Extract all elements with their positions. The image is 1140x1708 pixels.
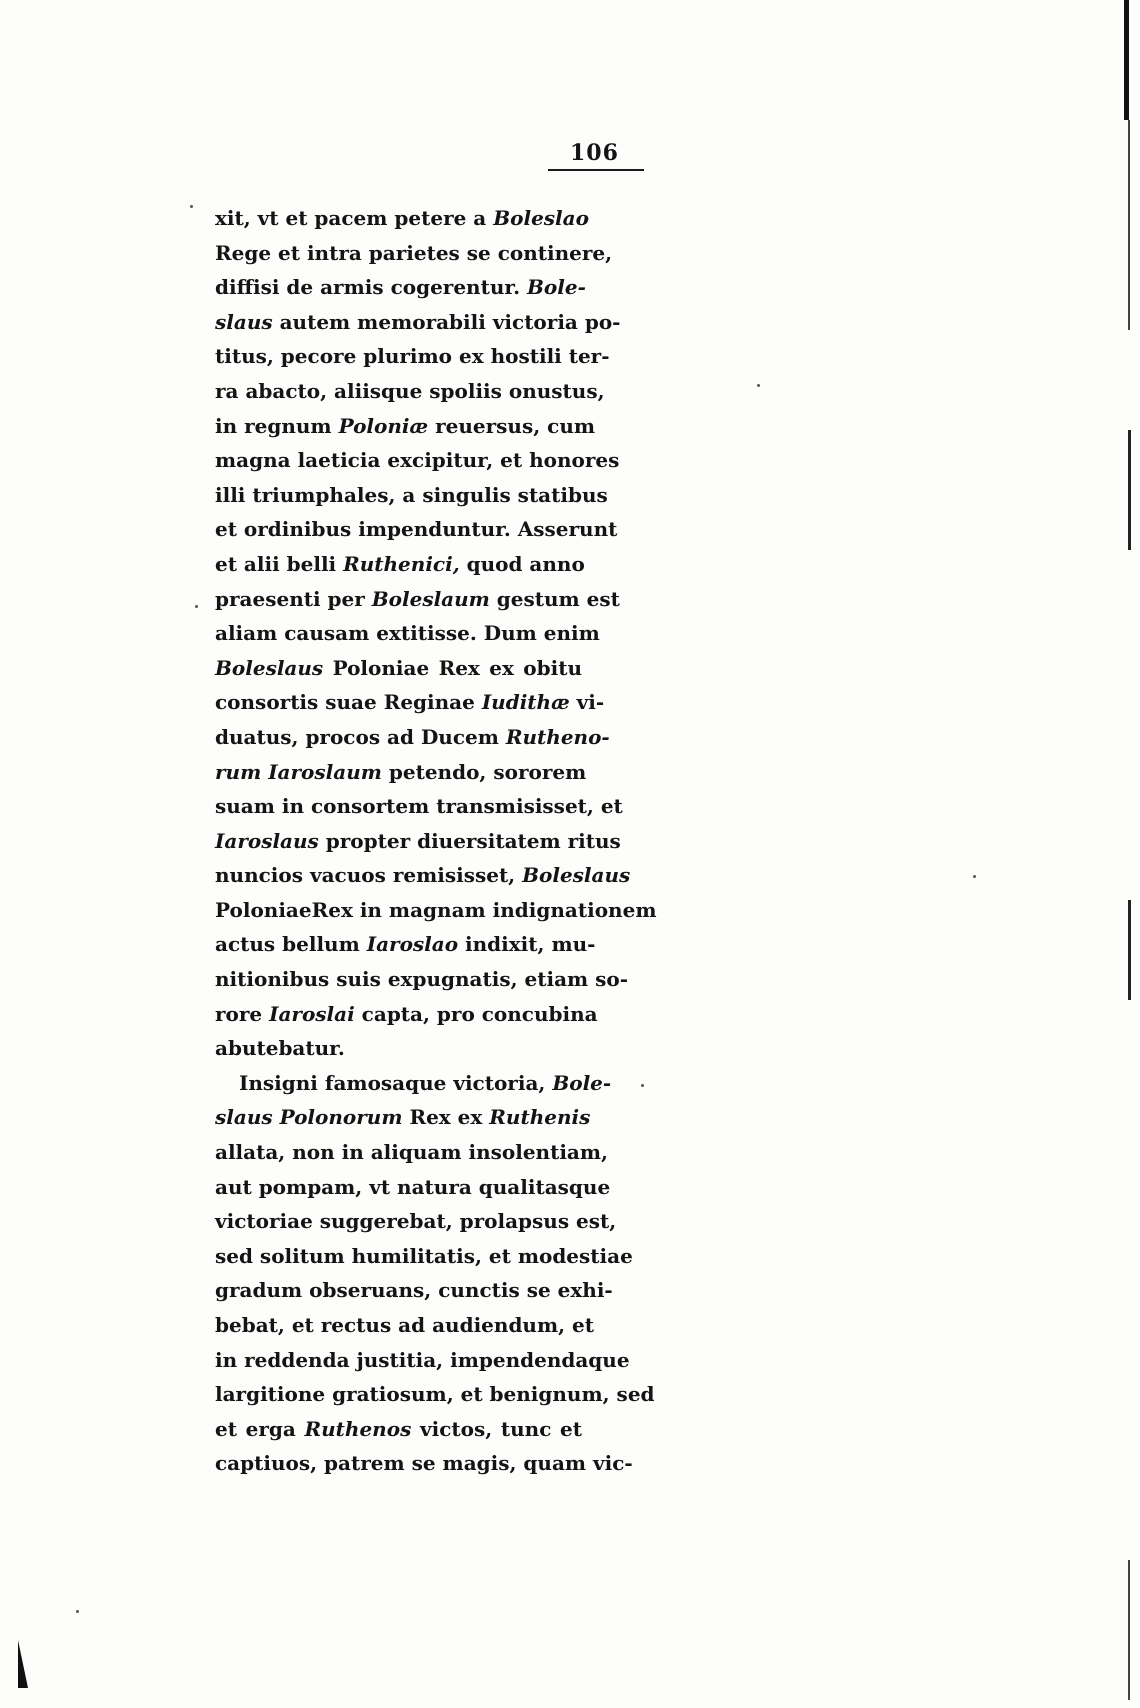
- italic-name: Boleslao: [493, 206, 589, 230]
- scan-speck: [757, 384, 760, 387]
- text-run: aut pompam, vt natura qualitasque: [215, 1174, 611, 1199]
- text-run: rore: [215, 1001, 270, 1026]
- text-line: [215, 1066, 612, 1101]
- italic-name: slaus Polonorum: [215, 1105, 403, 1130]
- text-run: Rex ex: [402, 1105, 490, 1130]
- text-line: [215, 478, 608, 513]
- text-run: petendo, sororem: [381, 759, 587, 784]
- text-line: [215, 720, 610, 755]
- text-run: magna laeticia excipitur, et honores: [215, 448, 620, 473]
- text-line: [215, 201, 589, 236]
- text-line: [215, 1308, 595, 1343]
- text-run: Rege et intra parietes se continere,: [215, 240, 613, 265]
- text-run: gradum obseruans, cunctis se exhi-: [215, 1278, 613, 1303]
- text-line: [215, 1239, 633, 1274]
- italic-name: rum Iaroslaum: [215, 759, 382, 784]
- text-run: duatus, procos ad Ducem: [215, 724, 506, 749]
- binding-edge: [1124, 0, 1129, 120]
- text-line: [215, 1100, 591, 1135]
- text-run: gestum est: [489, 586, 620, 611]
- text-line: [215, 651, 582, 686]
- text-run: reuersus, cum: [428, 413, 596, 438]
- scan-speck: [76, 1610, 79, 1613]
- text-run: victos, tunc et: [411, 1416, 583, 1441]
- italic-name: Ruthenici,: [343, 551, 460, 576]
- text-line: [215, 270, 586, 305]
- text-line: [215, 755, 587, 790]
- text-line: [215, 582, 620, 617]
- text-run: in regnum: [215, 413, 339, 438]
- scan-speck: [195, 605, 198, 608]
- text-line: [215, 962, 629, 997]
- text-run: diffisi de armis cogerentur.: [215, 275, 528, 300]
- text-run: titus, pecore plurimo ex hostili ter-: [215, 344, 610, 369]
- text-line: [215, 997, 598, 1032]
- scan-corner-mark: [18, 1640, 28, 1688]
- italic-name: Iaroslaus: [215, 828, 319, 853]
- text-run: captiuos, patrem se magis, quam vic-: [215, 1451, 633, 1476]
- scan-speck: [641, 1084, 644, 1087]
- italic-name: Iudithæ: [481, 690, 570, 715]
- italic-name: Boleslaus: [215, 655, 324, 680]
- binding-edge-line: [1128, 900, 1131, 1000]
- text-line: [215, 547, 585, 582]
- text-line: [215, 1446, 633, 1481]
- text-line: [215, 443, 620, 478]
- scan-speck: [973, 875, 976, 878]
- text-line: [215, 824, 621, 859]
- text-run: abutebatur.: [215, 1036, 345, 1061]
- text-run: indixit, mu-: [458, 932, 596, 957]
- text-line: [215, 1273, 613, 1308]
- italic-name: Rutheno-: [505, 724, 610, 749]
- text-run: Insigni famosaque victoria,: [239, 1070, 553, 1095]
- text-run: illi triumphales, a singulis statibus: [215, 482, 608, 507]
- text-line: [215, 685, 605, 720]
- text-line: [215, 305, 621, 340]
- text-run: sed solitum humilitatis, et modestiae: [215, 1243, 633, 1268]
- italic-name: Bole-: [527, 275, 586, 300]
- text-run: consortis suae Reginae: [215, 690, 482, 715]
- text-run: et alii belli: [215, 551, 344, 576]
- text-run: aliam causam extitisse. Dum enim: [215, 621, 600, 646]
- text-line: [215, 512, 618, 547]
- text-line: [215, 409, 596, 444]
- text-run: vi-: [569, 690, 605, 715]
- italic-name: slaus: [215, 309, 273, 334]
- text-run: in reddenda justitia, impendendaque: [215, 1347, 630, 1372]
- text-run: actus bellum: [215, 932, 367, 957]
- text-run: xit, vt et pacem petere a: [215, 206, 494, 230]
- text-run: ra abacto, aliisque spoliis onustus,: [215, 378, 605, 403]
- text-line: [215, 1204, 617, 1239]
- text-run: PoloniaeRex in magnam indignationem: [215, 897, 657, 922]
- text-line: [215, 1412, 582, 1447]
- text-run: bebat, et rectus ad audiendum, et: [215, 1313, 595, 1337]
- text-line: [215, 858, 631, 893]
- text-line: [215, 1377, 655, 1412]
- text-run: propter diuersitatem ritus: [318, 828, 621, 853]
- text-line: [215, 893, 657, 928]
- italic-name: Iaroslai: [269, 1001, 355, 1026]
- text-line: [215, 1031, 582, 1066]
- text-line: [215, 339, 610, 374]
- italic-name: Boleslaum: [371, 586, 490, 611]
- text-run: et erga: [215, 1416, 305, 1441]
- binding-edge-line: [1128, 430, 1131, 550]
- italic-name: Boleslaus: [522, 863, 631, 888]
- text-line: [215, 1343, 630, 1378]
- italic-name: Ruthenos: [304, 1416, 412, 1441]
- scan-speck: [190, 205, 193, 208]
- page-number: 106: [570, 140, 619, 166]
- text-run: suam in consortem transmisisset, et: [215, 794, 623, 819]
- binding-edge-line: [1128, 120, 1130, 330]
- body-text: [215, 201, 657, 1481]
- text-line: [215, 374, 605, 409]
- text-line: [215, 789, 623, 824]
- text-run: Poloniae Rex ex obitu: [323, 655, 582, 680]
- text-run: largitione gratiosum, et benignum, sed: [215, 1382, 655, 1407]
- italic-name: Ruthenis: [489, 1105, 591, 1130]
- text-run: autem memorabili victoria po-: [272, 309, 621, 334]
- italic-name: Bole-: [552, 1070, 612, 1095]
- text-run: praesenti per: [215, 586, 372, 611]
- italic-name: Iaroslao: [366, 932, 459, 957]
- italic-name: Poloniæ: [338, 413, 429, 438]
- text-run: nuncios vacuos remisisset,: [215, 863, 523, 888]
- text-line: [215, 616, 600, 651]
- text-run: nitionibus suis expugnatis, etiam so-: [215, 967, 629, 992]
- header-rule: [548, 169, 644, 171]
- text-run: quod anno: [459, 551, 585, 576]
- text-run: allata, non in aliquam insolentiam,: [215, 1140, 609, 1165]
- text-line: [215, 1170, 611, 1205]
- text-run: et ordinibus impenduntur. Asserunt: [215, 517, 618, 542]
- binding-edge-line: [1128, 1560, 1130, 1700]
- text-line: [215, 927, 596, 962]
- text-line: [215, 236, 613, 271]
- text-run: capta, pro concubina: [354, 1001, 598, 1026]
- text-run: victoriae suggerebat, prolapsus est,: [215, 1209, 617, 1234]
- text-line: [215, 1135, 609, 1170]
